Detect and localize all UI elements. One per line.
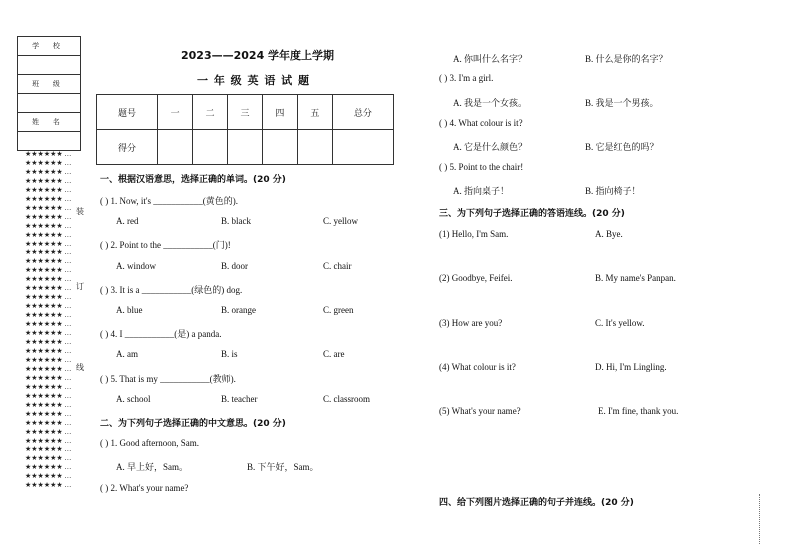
- star-row: ★★★★★★ …: [25, 391, 72, 400]
- star-row: ★★★★★★ …: [25, 445, 72, 454]
- option-b[interactable]: B. 下午好，Sam。: [247, 462, 319, 472]
- star-row: ★★★★★★ …: [25, 221, 72, 230]
- exam-year: 2023——2024 学年度上学期: [181, 49, 335, 62]
- star-row: ★★★★★★ …: [25, 248, 72, 257]
- match-left-item[interactable]: (4) What colour is it?: [439, 362, 516, 372]
- table-cell: 四: [262, 95, 297, 130]
- option-a[interactable]: A. 它是什么颜色？: [453, 142, 527, 152]
- table-cell: 五: [297, 95, 332, 130]
- star-row: ★★★★★★ …: [25, 463, 72, 472]
- star-row: ★★★★★★ …: [25, 436, 72, 445]
- star-row: ★★★★★★ …: [25, 302, 72, 311]
- seal-char-zhuang: 装: [76, 207, 84, 216]
- score-input-cell[interactable]: [332, 130, 393, 165]
- score-input-cell[interactable]: [228, 130, 263, 165]
- star-row: ★★★★★★ …: [25, 275, 72, 284]
- option-a[interactable]: A. blue: [116, 305, 143, 315]
- question-stem: ( ) 4. What colour is it?: [439, 118, 523, 128]
- star-row: ★★★★★★ …: [25, 185, 72, 194]
- star-row: ★★★★★★ …: [25, 400, 72, 409]
- option-a[interactable]: A. school: [116, 394, 151, 404]
- star-row: ★★★★★★ …: [25, 373, 72, 382]
- table-cell: 题号: [97, 95, 158, 130]
- option-b[interactable]: B. black: [221, 216, 251, 226]
- option-c[interactable]: C. are: [323, 349, 345, 359]
- option-b[interactable]: B. is: [221, 349, 238, 359]
- school-label: 学 校: [18, 37, 80, 56]
- section3-title: 三、为下列句子选择正确的答语连线。(20 分): [439, 209, 625, 219]
- section4-title: 四、给下列图片选择正确的句子并连线。(20 分): [439, 498, 634, 508]
- option-b[interactable]: B. 我是一个男孩。: [585, 98, 659, 108]
- option-b[interactable]: B. 它是红色的吗？: [585, 142, 659, 152]
- class-field[interactable]: [18, 94, 80, 113]
- score-table-row: [97, 130, 394, 165]
- star-row: ★★★★★★ …: [25, 338, 72, 347]
- star-row: ★★★★★★ …: [25, 284, 72, 293]
- option-c[interactable]: C. green: [323, 305, 354, 315]
- score-input-cell[interactable]: [262, 130, 297, 165]
- question-stem: ( ) 3. I'm a girl.: [439, 73, 494, 83]
- star-row: ★★★★★★ …: [25, 472, 72, 481]
- section2-title: 二、为下列句子选择正确的中文意思。(20 分): [100, 419, 286, 429]
- star-row: ★★★★★★ …: [25, 346, 72, 355]
- match-left-item[interactable]: (1) Hello, I'm Sam.: [439, 229, 509, 239]
- star-row: ★★★★★★ …: [25, 212, 72, 221]
- question-stem: ( ) 5. Point to the chair!: [439, 162, 524, 172]
- star-row: ★★★★★★ …: [25, 454, 72, 463]
- question-stem: ( ) 1. Now, it's ___________(黄色的).: [100, 196, 239, 206]
- star-row: ★★★★★★ …: [25, 266, 72, 275]
- question-stem: ( ) 4. I ___________(是) a panda.: [100, 329, 222, 339]
- question-stem: ( ) 2. What's your name?: [100, 483, 189, 493]
- star-row: ★★★★★★ …: [25, 418, 72, 427]
- option-a[interactable]: A. red: [116, 216, 139, 226]
- question-stem: ( ) 1. Good afternoon, Sam.: [100, 438, 199, 448]
- match-right-item[interactable]: A. Bye.: [595, 229, 623, 239]
- section1-title: 一、根据汉语意思，选择正确的单词。(20 分): [100, 175, 286, 185]
- score-input-cell[interactable]: [158, 130, 193, 165]
- question-stem: ( ) 5. That is my ___________(教师).: [100, 374, 236, 384]
- match-right-item[interactable]: B. My name's Panpan.: [595, 273, 676, 283]
- star-row: ★★★★★★ …: [25, 150, 72, 158]
- star-row: ★★★★★★ …: [25, 355, 72, 364]
- seal-char-xian: 线: [76, 363, 84, 372]
- option-c[interactable]: C. yellow: [323, 216, 358, 226]
- table-cell: 一: [158, 95, 193, 130]
- star-row: ★★★★★★ …: [25, 409, 72, 418]
- table-cell: 得分: [97, 130, 158, 165]
- binding-star-column: [25, 150, 71, 490]
- star-row: ★★★★★★ …: [25, 158, 72, 167]
- option-b[interactable]: B. 指向椅子！: [585, 186, 641, 196]
- match-right-item[interactable]: E. I'm fine, thank you.: [598, 406, 679, 416]
- star-row: ★★★★★★ …: [25, 239, 72, 248]
- option-a[interactable]: A. am: [116, 349, 138, 359]
- option-a[interactable]: A. window: [116, 261, 156, 271]
- option-b[interactable]: B. teacher: [221, 394, 258, 404]
- star-row: ★★★★★★ …: [25, 320, 72, 329]
- match-left-item[interactable]: (3) How are you?: [439, 318, 503, 328]
- star-row: ★★★★★★ …: [25, 194, 72, 203]
- option-c[interactable]: C. classroom: [323, 394, 370, 404]
- table-cell: 总分: [332, 95, 393, 130]
- match-right-item[interactable]: C. It's yellow.: [595, 318, 645, 328]
- option-c[interactable]: C. chair: [323, 261, 352, 271]
- table-cell: 三: [228, 95, 263, 130]
- option-a[interactable]: A. 你叫什么名字？: [453, 54, 527, 64]
- option-b[interactable]: B. 什么是你的名字？: [585, 54, 668, 64]
- score-table: [96, 94, 394, 165]
- name-label: 姓 名: [18, 113, 80, 132]
- match-left-item[interactable]: (2) Goodbye, Feifei.: [439, 273, 513, 283]
- exam-title: 一 年 级 英 语 试 题: [197, 74, 310, 87]
- option-b[interactable]: B. orange: [221, 305, 256, 315]
- option-b[interactable]: B. door: [221, 261, 248, 271]
- option-a[interactable]: A. 早上好，Sam。: [116, 462, 189, 472]
- question-stem: ( ) 2. Point to the ___________(门)!: [100, 240, 231, 250]
- star-row: ★★★★★★ …: [25, 293, 72, 302]
- student-info-box: [17, 36, 81, 151]
- star-row: ★★★★★★ …: [25, 230, 72, 239]
- star-row: ★★★★★★ …: [25, 311, 72, 320]
- school-field[interactable]: [18, 56, 80, 75]
- star-row: ★★★★★★ …: [25, 382, 72, 391]
- score-input-cell[interactable]: [297, 130, 332, 165]
- star-row: ★★★★★★ …: [25, 203, 72, 212]
- match-right-item[interactable]: D. Hi, I'm Lingling.: [595, 362, 667, 372]
- score-table-row: [97, 95, 394, 130]
- star-row: ★★★★★★ …: [25, 364, 72, 373]
- star-row: ★★★★★★ …: [25, 176, 72, 185]
- name-field[interactable]: [18, 132, 80, 150]
- question-stem: ( ) 3. It is a ___________(绿色的) dog.: [100, 285, 243, 295]
- star-row: ★★★★★★ …: [25, 427, 72, 436]
- seal-char-ding: 订: [76, 282, 84, 291]
- dotted-divider: [759, 494, 760, 544]
- star-row: ★★★★★★ …: [25, 257, 72, 266]
- star-row: ★★★★★★ …: [25, 329, 72, 338]
- class-label: 班 级: [18, 75, 80, 94]
- score-input-cell[interactable]: [193, 130, 228, 165]
- table-cell: 二: [193, 95, 228, 130]
- star-row: ★★★★★★ …: [25, 481, 72, 490]
- option-a[interactable]: A. 我是一个女孩。: [453, 98, 527, 108]
- match-left-item[interactable]: (5) What's your name?: [439, 406, 521, 416]
- star-row: ★★★★★★ …: [25, 167, 72, 176]
- option-a[interactable]: A. 指向桌子！: [453, 186, 509, 196]
